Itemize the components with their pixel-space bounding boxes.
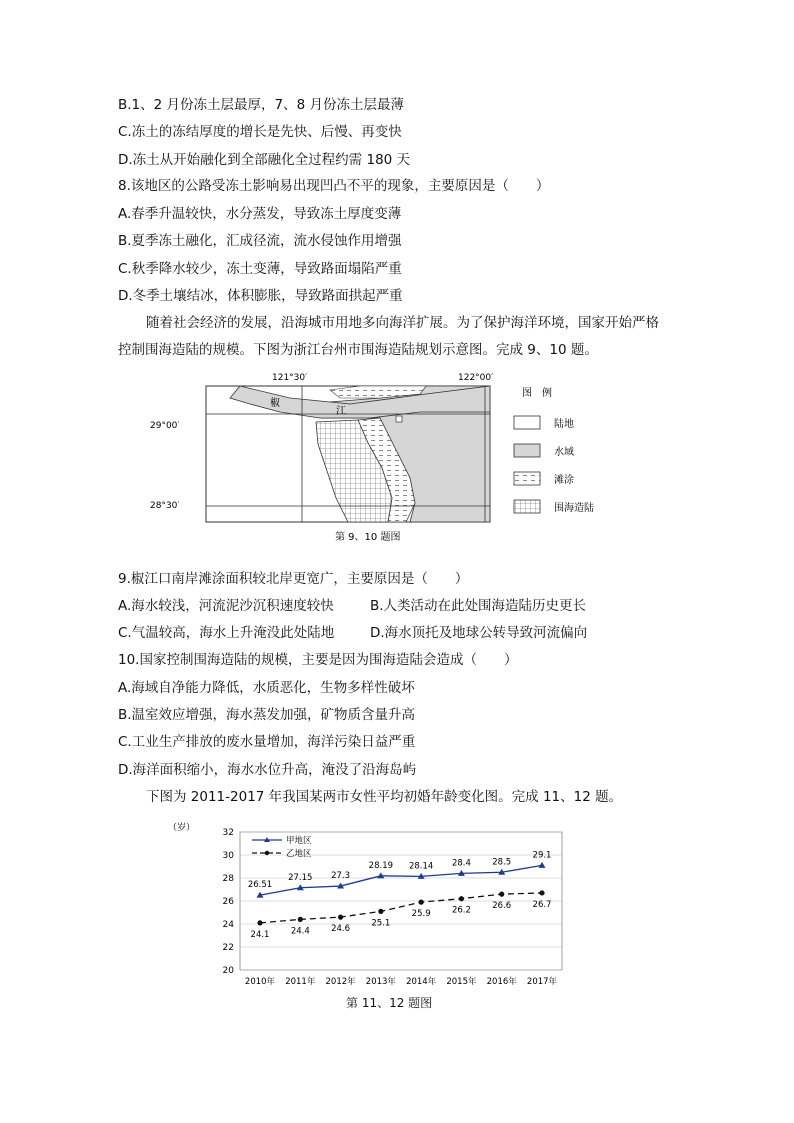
data-label: 26.51 — [247, 880, 273, 891]
data-label: 24.4 — [290, 926, 310, 937]
legend-water-swatch — [514, 444, 540, 457]
q9-option-a: A.海水较浅，河流泥沙沉积速度较快 — [118, 598, 334, 614]
q9-option-c: C.气温较高，海水上升淹没此处陆地 — [118, 625, 335, 641]
x-tick-label: 2013年 — [365, 977, 396, 987]
chart-caption: 第 11、12 题图 — [346, 996, 433, 1010]
data-point — [539, 890, 544, 895]
legend-tidal-swatch — [514, 472, 540, 485]
x-tick-label: 2016年 — [486, 977, 517, 987]
data-point — [298, 917, 303, 922]
q8-option-a: A.春季升温较快，水分蒸发，导致冻土厚度变薄 — [118, 206, 402, 222]
y-tick-label: 20 — [222, 966, 234, 976]
q9-option-b: B.人类活动在此处围海造陆历史更长 — [370, 598, 587, 614]
x-tick-label: 2012年 — [325, 977, 356, 987]
legend-reclaim: 围海造陆 — [554, 503, 594, 514]
q8-option-c: C.秋季降水较少，冻土变薄，导致路面塌陷严重 — [118, 261, 402, 277]
q7-option-b: B.1、2 月份冻土层最厚，7、8 月份冻土层最薄 — [118, 97, 404, 113]
x-tick-label: 2010年 — [244, 977, 276, 987]
y-tick-label: 22 — [222, 943, 234, 953]
legend-title: 图 例 — [522, 388, 552, 399]
data-label: 28.19 — [368, 860, 394, 871]
data-label: 25.1 — [371, 918, 391, 929]
legend-land-swatch — [514, 416, 540, 429]
river-label-2: 江 — [336, 406, 346, 417]
q9-stem: 9.椒江口南岸滩涂面积较北岸更宽广，主要原因是（ ） — [118, 571, 469, 587]
y-tick-label: 30 — [222, 851, 234, 861]
data-point — [378, 909, 383, 914]
y-tick-label: 28 — [222, 874, 234, 884]
data-label: 27.15 — [288, 872, 313, 883]
q10-stem: 10.国家控制围海造陆的规模，主要是因为围海造陆会造成（ ） — [118, 652, 518, 668]
data-point — [539, 862, 546, 868]
data-point — [338, 915, 343, 920]
legend-label: 乙地区 — [286, 849, 312, 859]
data-label: 26.7 — [532, 899, 552, 910]
data-label: 27.3 — [331, 871, 351, 882]
lon-label-1: 121°30′ — [272, 373, 308, 383]
data-label: 28.14 — [408, 861, 434, 872]
x-tick-label: 2017年 — [526, 977, 558, 987]
legend-water: 水域 — [554, 447, 574, 458]
river-label-1: 椒 — [270, 398, 280, 409]
reclamation-map — [130, 368, 630, 548]
q10-option-d: D.海洋面积缩小，海水水位升高，淹没了沿海岛屿 — [118, 762, 417, 778]
data-point — [459, 896, 464, 901]
map-caption: 第 9、10 题图 — [335, 532, 401, 543]
legend-tidal: 滩涂 — [554, 475, 574, 486]
data-point — [499, 892, 504, 897]
lat-label-2: 28°30′ — [150, 501, 180, 511]
q7-option-d: D.冻土从开始融化到全部融化全过程约需 180 天 — [118, 152, 411, 168]
q8-stem: 8.该地区的公路受冻土影响易出现凹凸不平的现象，主要原因是（ ） — [118, 178, 550, 194]
marriage-age-chart — [160, 818, 580, 993]
intro-1112-line1: 下图为 2011-2017 年我国某两市女性平均初婚年龄变化图。完成 11、12 题。 — [146, 789, 623, 805]
q8-option-b: B.夏季冻土融化，汇成径流，流水侵蚀作用增强 — [118, 233, 402, 249]
q9-option-d: D.海水顶托及地球公转导致河流偏向 — [370, 625, 588, 641]
data-label: 28.5 — [492, 857, 512, 868]
data-label: 29.1 — [532, 850, 552, 861]
data-label: 24.6 — [331, 924, 351, 935]
legend-marker — [265, 851, 269, 855]
legend-label: 甲地区 — [286, 836, 312, 846]
legend-land: 陆地 — [554, 419, 574, 430]
data-label: 28.4 — [451, 858, 471, 869]
data-label: 24.1 — [250, 929, 270, 940]
q10-option-c: C.工业生产排放的废水量增加，海洋污染日益严重 — [118, 734, 416, 750]
intro-910-line1: 随着社会经济的发展，沿海城市用地多向海洋扩展。为了保护海洋环境，国家开始严格 — [146, 315, 659, 331]
lon-label-2: 122°00′ — [458, 373, 494, 383]
data-label: 26.6 — [492, 901, 512, 912]
data-point — [257, 920, 262, 925]
x-tick-label: 2015年 — [446, 977, 477, 987]
data-label: 26.2 — [451, 905, 471, 916]
y-tick-label: 24 — [222, 920, 234, 930]
y-tick-label: 32 — [222, 828, 234, 838]
x-tick-label: 2014年 — [406, 977, 437, 987]
x-tick-label: 2011年 — [285, 977, 316, 987]
lat-label-1: 29°00′ — [150, 421, 180, 431]
y-tick-label: 26 — [222, 897, 234, 907]
q7-option-c: C.冻土的冻结厚度的增长是先快、后慢、再变快 — [118, 124, 402, 140]
q8-option-d: D.冬季土壤结冰，体积膨胀，导致路面拱起严重 — [118, 288, 403, 304]
q10-option-b: B.温室效应增强，海水蒸发加强，矿物质含量升高 — [118, 707, 416, 723]
intro-910-line2: 控制围海造陆的规模。下图为浙江台州市围海造陆规划示意图。完成 9、10 题。 — [118, 342, 598, 358]
chart-ylabel: （岁） — [168, 823, 196, 833]
legend-reclaim-swatch — [514, 500, 540, 513]
data-point — [419, 900, 424, 905]
q10-option-a: A.海域自净能力降低，水质恶化，生物多样性破坏 — [118, 680, 415, 696]
data-label: 25.9 — [411, 909, 431, 920]
